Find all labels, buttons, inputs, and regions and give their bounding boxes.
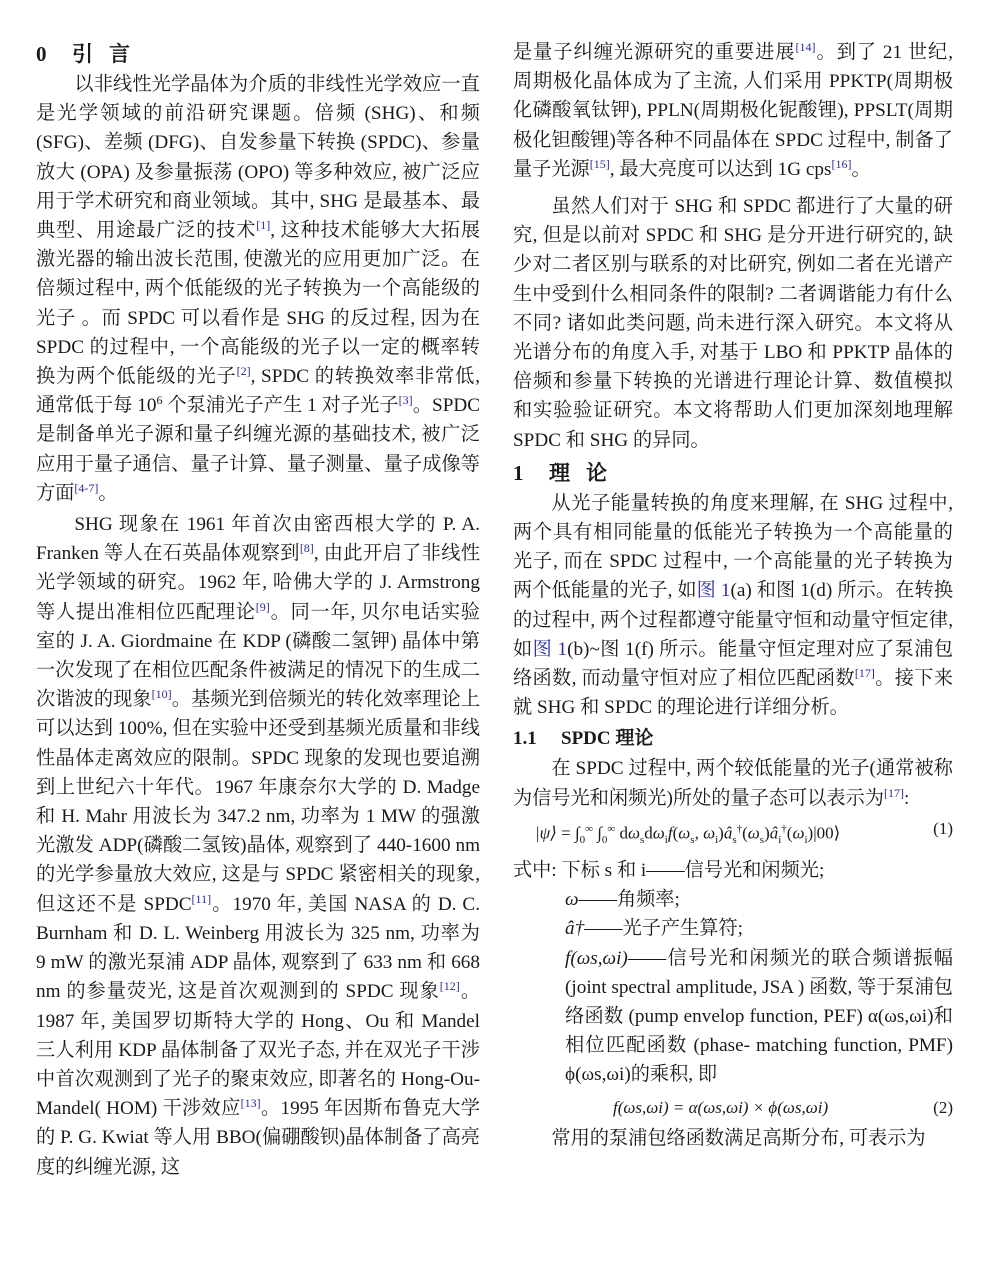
citation-14[interactable]: [14] [795, 40, 816, 54]
citation-17[interactable]: [17] [883, 785, 904, 800]
intro-paragraph-2: SHG 现象在 1961 年首次由密西根大学的 P. A. Franken 等人在石英晶体观察到[8], 由此开启了非线性光学领域的研究。1962 年, 哈佛大学的 J. Armstrong 等人提出准相位匹配理论[9]。同一年, 贝尔电话实验室的 J. A. Giordmaine 在 KDP (磷酸二氢钾) 晶体中第一次发现了在相位匹配条件被满足的情况下的生成二次谐波的现象[10]。基频光到倍频光的转化效率理论上可以达到 100%, 但在实验中还受到基频光质量和非线性晶体走离效应的限制。SPDC 现象的发现也要追溯到上世纪六十年代。1967 年康奈尔大学的 D. Madge 和 H. Mahr 用波长为 347.2 nm, 功率为 1 MW 的强激光激发 ADP(磷酸二氢铵)晶体, 观察到了 440-1600 nm 的光学参量放大效应, 这是与 SPDC 紧密相关的现象, 但这还不是 SPDC[11]。1970 年, 美国 NASA 的 D. C. Burnham 和 D. L. Weinberg 用波长为 325 nm, 功率为 9 mW 的激光泵浦 ADP 晶体, 观察到了 633 nm 和 668 nm 的参量荧光, 这是首次观测到的 SPDC 现象[12]。1987 年, 美国罗切斯特大学的 Hong、Ou 和 Mandel 三人利用 KDP 晶体制备了双光子态, 并在双光子干涉中首次观测到了光子的聚束效应, 即著名的 Hong-Ou-Mandel( HOM) 干涉效应[13]。1995 年因斯布鲁克大学的 P. G. Kwiat 等人用 BBO(偏硼酸钡)晶体制备了高亮度的纠缠光源, 这 [36, 514, 481, 1178]
intro-paragraph-3: 虽然人们对于 SHG 和 SPDC 都进行了大量的研究, 但是以前对 SPDC 和 SHG 是分开进行研究的, 缺少对二者区别与联系的对比研究, 例如二者在光谱产生中受到什么相同条件的限制? 二者调谐能力有什么不同? 诸如此类问题, 尚未进行深入研究。本文将从光谱分布的角度入手, 对基于 LBO 和 PPKTP 晶体的倍频和参量下转换的光谱进行理论计算、数值模拟和实验验证研究。本文将帮助人们更加深刻地理解 SPDC 和 SHG 的异同。 [513, 196, 953, 451]
section-number: 0 [36, 42, 47, 66]
definition-item: ω——角频率; [565, 889, 680, 911]
equation-2: f(ωs,ωi) = α(ωs,ωi) × ϕ(ωs,ωi) (2) [513, 1092, 953, 1124]
citation-4-7[interactable]: [4-7] [74, 480, 99, 495]
citation-12[interactable]: [12] [439, 979, 460, 994]
equation-number: (1) [933, 818, 953, 838]
subsection-heading-spdc [513, 724, 953, 754]
citation-8[interactable]: [8] [299, 541, 314, 556]
section-heading-intro [36, 38, 480, 70]
spdc-paragraph-1: 在 SPDC 过程中, 两个较低能量的光子(通常被称为信号光和闲频光)所处的量子态可以表示为[17]: [513, 758, 953, 809]
exponent: 6 [156, 393, 163, 408]
definition-item: â†——光子产生算符; [565, 918, 744, 940]
right-column [513, 38, 953, 1153]
section-title: 引言 [72, 42, 146, 66]
citation-16[interactable]: [16] [831, 156, 852, 171]
symbol-definitions [513, 856, 953, 1090]
subsection-title: SPDC 理论 [561, 728, 654, 750]
figure-1-link[interactable]: 图 1 [532, 638, 568, 660]
citation-15[interactable]: [15] [589, 156, 610, 171]
section-heading-theory [513, 457, 953, 489]
equation-1: |ψ⟩ = $\int_0^\infty$ $\int_0^\infty$ $d\omega_sd\omega_if(\omega_s$, $\omega_i)â_s^\dagger(\omega_s)â_i^\dagger(\omega_i)|00⟩$ (1) [513, 813, 953, 856]
pump-envelope-paragraph: 常用的泵浦包络函数满足高斯分布, 可表示为 [551, 1127, 926, 1149]
section-title: 理论 [549, 460, 623, 485]
citation-9[interactable]: [9] [255, 599, 270, 614]
citation-13[interactable]: [13] [240, 1096, 261, 1111]
subsection-number: 1.1 [513, 728, 537, 750]
citation-17[interactable]: [17] [854, 666, 875, 681]
citation-2[interactable]: [2] [236, 364, 251, 379]
intro-paragraph-2-continued: 是量子纠缠光源研究的重要进展[14]。到了 21 世纪, 周期极化晶体成为了主流, 人们采用 PPKTP(周期极化磷酸氧钛钾), PPLN(周期极化铌酸锂), PPSLT(周期极化钽酸锂)等各种不同晶体在 SPDC 过程中, 制备了量子光源[15], 最大亮度可以达到 1G cps[16]。 [513, 40, 954, 180]
definition-item: f(ωs,ωi)——信号光和闲频光的联合频谱振幅 (joint spectral amplitude, JSA ) 函数, 等于泵浦包络函数 (pump envelop function, PEF) α(ωs,ωi)和相位匹配函数 (phase- matching function, PMF) ϕ(ωs,ωi)的乘积, 即 [565, 947, 953, 1086]
citation-3[interactable]: [3] [398, 393, 413, 408]
citation-10[interactable]: [10] [151, 687, 172, 702]
figure-1-link[interactable]: 图 1 [696, 580, 731, 602]
left-column [36, 38, 480, 1182]
definition-item: 式中: 下标 s 和 i——信号光和闲频光; [513, 859, 825, 881]
citation-11[interactable]: [11] [191, 891, 212, 906]
intro-paragraph-1: 以非线性光学晶体为介质的非线性光学效应一直是光学领域的前沿研究课题。倍频 (SHG)、和频 (SFG)、差频 (DFG)、自发参量下转换 (SPDC)、参量放大 (OPA) 及参量振荡 (OPO) 等多种效应, 被广泛应用于学术研究和商业领域。其中, SHG 是最基本、最典型、用途最广泛的技术[1], 这种技术能够大大拓展激光器的输出波长范围, 使激光的应用更加广泛。在倍频过程中, 两个低能级的光子转换为一个高能级的光子 。而 SPDC 可以看作是 SHG 的反过程, 因为在 SPDC 的过程中, 一个高能级的光子以一定的概率转换为两个低能级的光子[2], SPDC 的转换效率非常低, 通常低于每 $10^6$ 个泵浦光子产生 1 对子光子[3]。SPDC 是制备单光子源和量子纠缠光源的基础技术, 被广泛应用于量子通信、量子计算、量子测量、量子成像等方面[4-7]。 [36, 74, 481, 504]
section-number: 1 [513, 460, 524, 485]
citation-1[interactable]: [1] [256, 218, 271, 233]
equation-number: (2) [933, 1097, 953, 1117]
theory-paragraph-1: 从光子能量转换的角度来理解, 在 SHG 过程中, 两个具有相同能量的低能光子转换为一个高能量的光子, 而在 SPDC 过程中, 一个高能量的光子转换为两个低能量的光子, 如图 1(a) 和图 1(d) 所示。在转换的过程中, 两个过程都遵守能量守恒和动量守恒定律, 如图 1(b)~图 1(f) 所示。能量守恒定理对应了泵浦包络函数, 而动量守恒对应了相位匹配函数[17]。接下来就 SHG 和 SPDC 的理论进行详细分析。 [513, 492, 954, 719]
